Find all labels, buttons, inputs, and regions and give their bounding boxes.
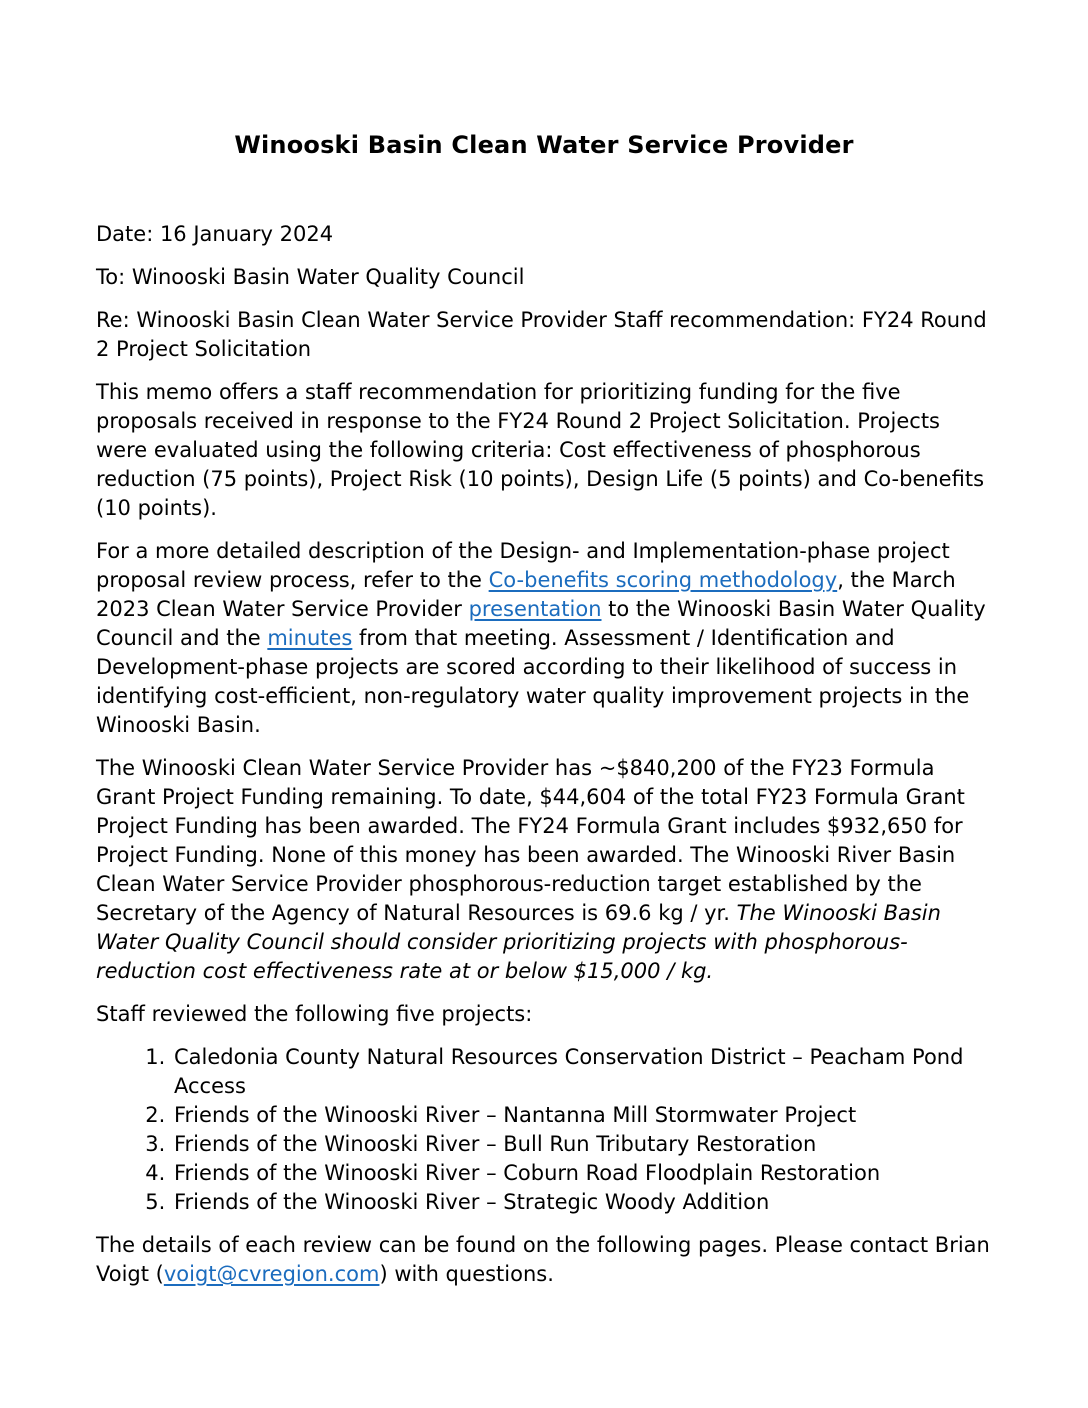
email-link[interactable]: voigt@cvregion.com — [163, 1262, 380, 1286]
page-title: Winooski Basin Clean Water Service Provider — [234, 131, 854, 159]
text-run: to the Winooski Basin Water Quality Council and the — [96, 597, 986, 650]
text-run: , the March 2023 Clean Water Service Provider — [96, 568, 956, 621]
project-item-5: 5. Friends of the Winooski River – Strategic Woody Addition — [172, 1188, 992, 1217]
closing-paragraph — [96, 1231, 992, 1289]
project-item-2: 2. Friends of the Winooski River – Nantanna Mill Stormwater Project — [172, 1101, 992, 1130]
project-item-1: 1. Caledonia County Natural Resources Conservation District – Peacham Pond Access — [172, 1043, 992, 1101]
project-item-3: 3. Friends of the Winooski River – Bull Run Tributary Restoration — [172, 1130, 992, 1159]
co-benefits-scoring-methodology-link[interactable]: Co-benefits scoring methodology — [488, 568, 838, 592]
date-line: Date: 16 January 2024 — [96, 222, 334, 246]
recommendation-emphasis: The Winooski Basin Water Quality Council should consider prioritizing projects with phosphorous-reduction cost effectiveness rate at or below $15,000 / kg. — [96, 901, 941, 983]
to-line: To: Winooski Basin Water Quality Council — [96, 265, 525, 289]
text-run: For a more detailed description of the Design- and Implementation-phase project proposal review process, refer to the — [96, 539, 950, 592]
intro-paragraph: This memo offers a staff recommendation for prioritizing funding for the five proposals received in response to the FY24 Round 2 Project Solicitation. Projects were evaluated using the following criteria: Cost effectiveness of phosphorous reduction (75 points), Project Risk (10 points), Design Life (5 points) and Co-benefits (10 points). — [96, 380, 985, 520]
project-item-4: 4. Friends of the Winooski River – Coburn Road Floodplain Restoration — [172, 1159, 992, 1188]
presentation-link[interactable]: presentation — [468, 597, 602, 621]
minutes-link[interactable]: minutes — [267, 626, 353, 650]
funding-paragraph — [96, 754, 992, 986]
text-run: The details of each review can be found on the following pages. Please contact Brian Voigt ( — [96, 1233, 990, 1286]
process-paragraph — [96, 537, 992, 740]
text-run: from that meeting. Assessment / Identification and Development-phase projects are scored according to their likelihood of success in identifying cost-efficient, non-regulatory water quality improvement projects in the Winooski Basin. — [96, 626, 970, 737]
text-run: ) with questions. — [379, 1262, 554, 1286]
text-run: The Winooski Clean Water Service Provider has ~$840,200 of the FY23 Formula Grant Project Funding remaining. To date, $44,604 of the total FY23 Formula Grant Project Funding has been awarded. The FY24 Formula Grant includes $932,650 for Project Funding. None of this money has been awarded. The Winooski River Basin Clean Water Service Provider phosphorous-reduction target established by the Secretary of the Agency of Natural Resources is 69.6 kg / yr. — [96, 756, 965, 925]
re-line: Re: Winooski Basin Clean Water Service Provider Staff recommendation: FY24 Round 2 Project Solicitation — [96, 308, 987, 361]
project-list — [96, 1043, 992, 1217]
staff-intro-paragraph: Staff reviewed the following five projects: — [96, 1002, 533, 1026]
